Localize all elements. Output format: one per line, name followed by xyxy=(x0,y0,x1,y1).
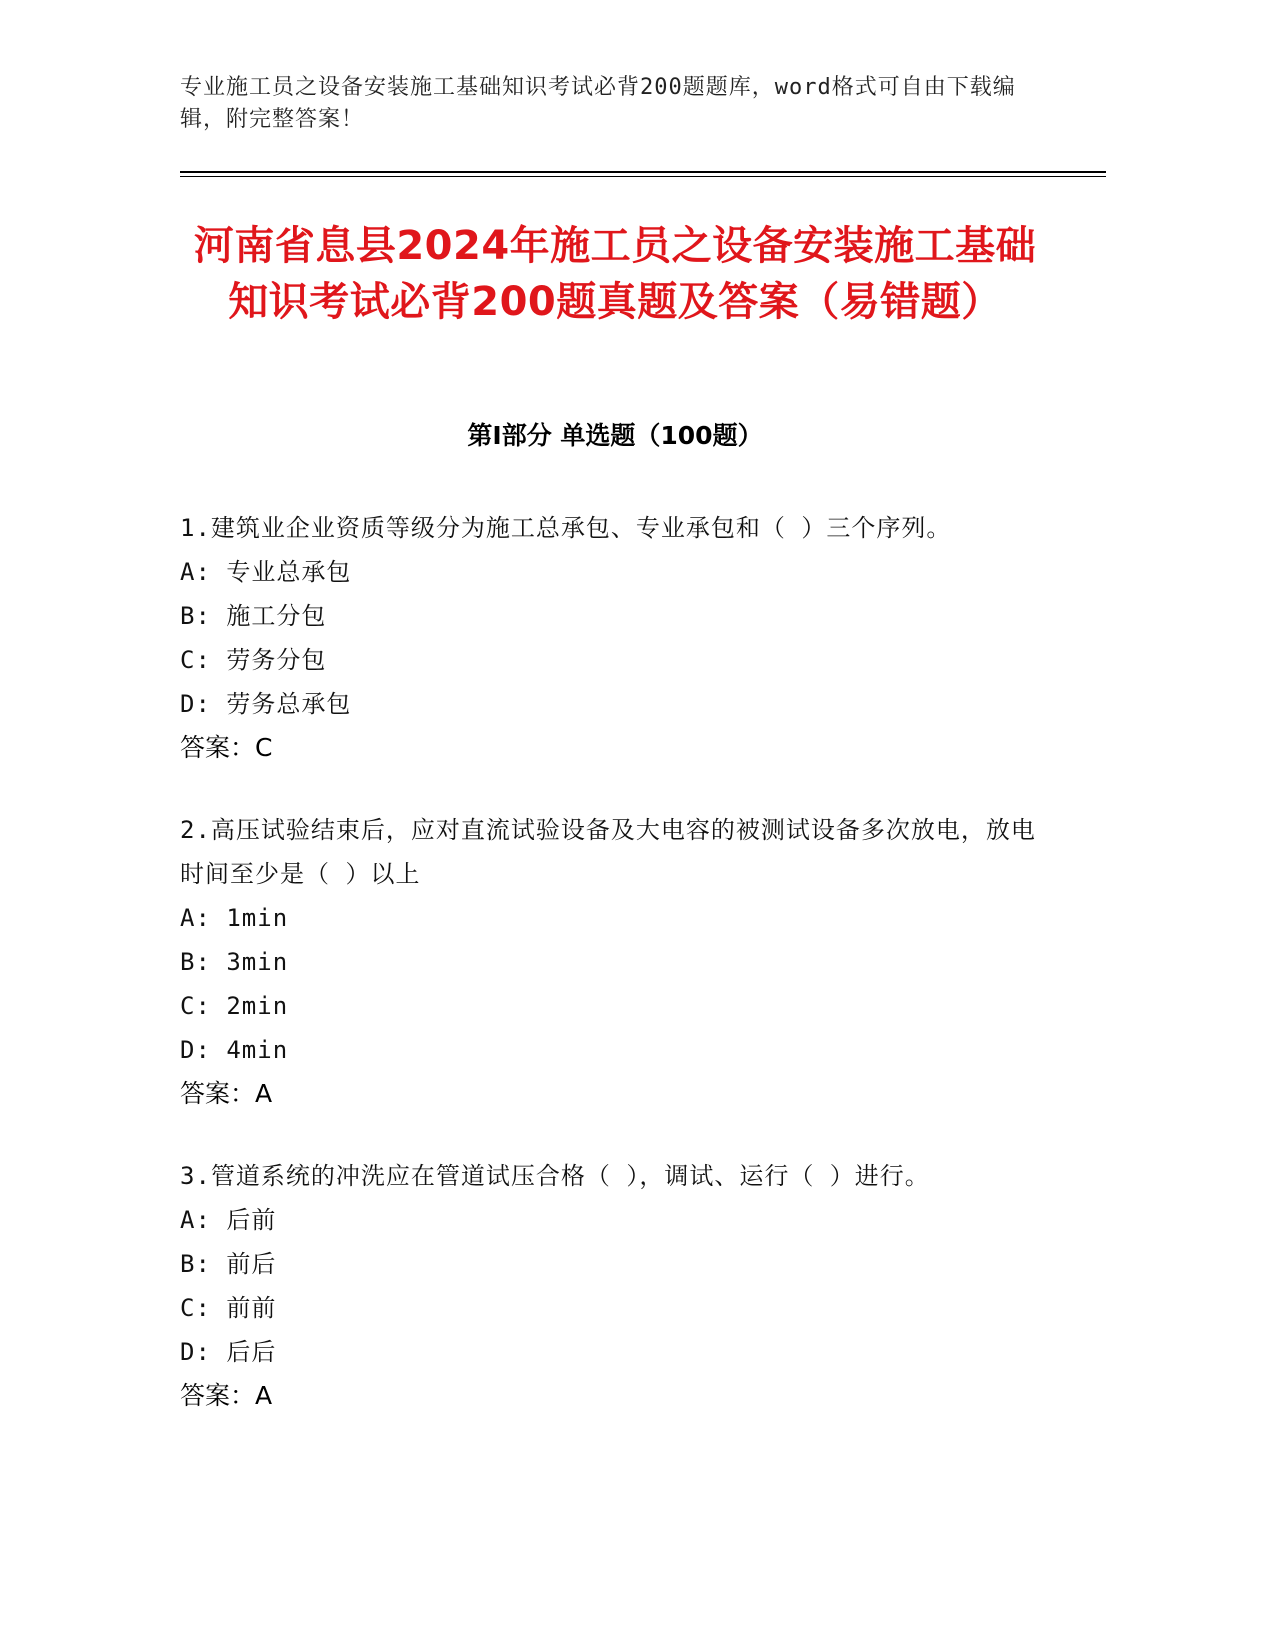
question-stem: 1.建筑业企业资质等级分为施工总承包、专业承包和（ ）三个序列。 xyxy=(180,514,952,542)
section-heading: 第I部分 单选题（100题） xyxy=(467,421,763,450)
option-d: D: 4min xyxy=(180,1036,289,1064)
header-note: 专业施工员之设备安装施工基础知识考试必背200题题库，word格式可自由下载编辑，附完整答案！ xyxy=(180,75,1016,132)
question-3 xyxy=(180,1154,1040,1418)
option-c: C: 前前 xyxy=(180,1294,277,1322)
question-list xyxy=(180,506,1040,1456)
document-title: 河南省息县2024年施工员之设备安装施工基础知识考试必背200题真题及答案（易错题） xyxy=(193,223,1037,325)
option-a: A: 1min xyxy=(180,904,289,932)
question-stem: 3.管道系统的冲洗应在管道试压合格（ ），调试、运行（ ）进行。 xyxy=(180,1162,930,1190)
option-b: B: 施工分包 xyxy=(180,602,327,630)
option-b: B: 3min xyxy=(180,948,289,976)
question-1 xyxy=(180,506,1040,770)
option-d: D: 后后 xyxy=(180,1338,277,1366)
header-divider-thin xyxy=(180,176,1106,177)
option-c: C: 劳务分包 xyxy=(180,646,327,674)
question-2 xyxy=(180,808,1040,1116)
option-d: D: 劳务总承包 xyxy=(180,690,352,718)
answer-line: 答案：A xyxy=(180,1381,273,1410)
question-stem: 2.高压试验结束后，应对直流试验设备及大电容的被测试设备多次放电，放电时间至少是（ ）以上 xyxy=(180,816,1036,888)
option-c: C: 2min xyxy=(180,992,289,1020)
option-a: A: 专业总承包 xyxy=(180,558,352,586)
answer-line: 答案：A xyxy=(180,1079,273,1108)
header-divider xyxy=(180,171,1106,173)
option-b: B: 前后 xyxy=(180,1250,277,1278)
option-a: A: 后前 xyxy=(180,1206,277,1234)
answer-line: 答案：C xyxy=(180,733,273,762)
